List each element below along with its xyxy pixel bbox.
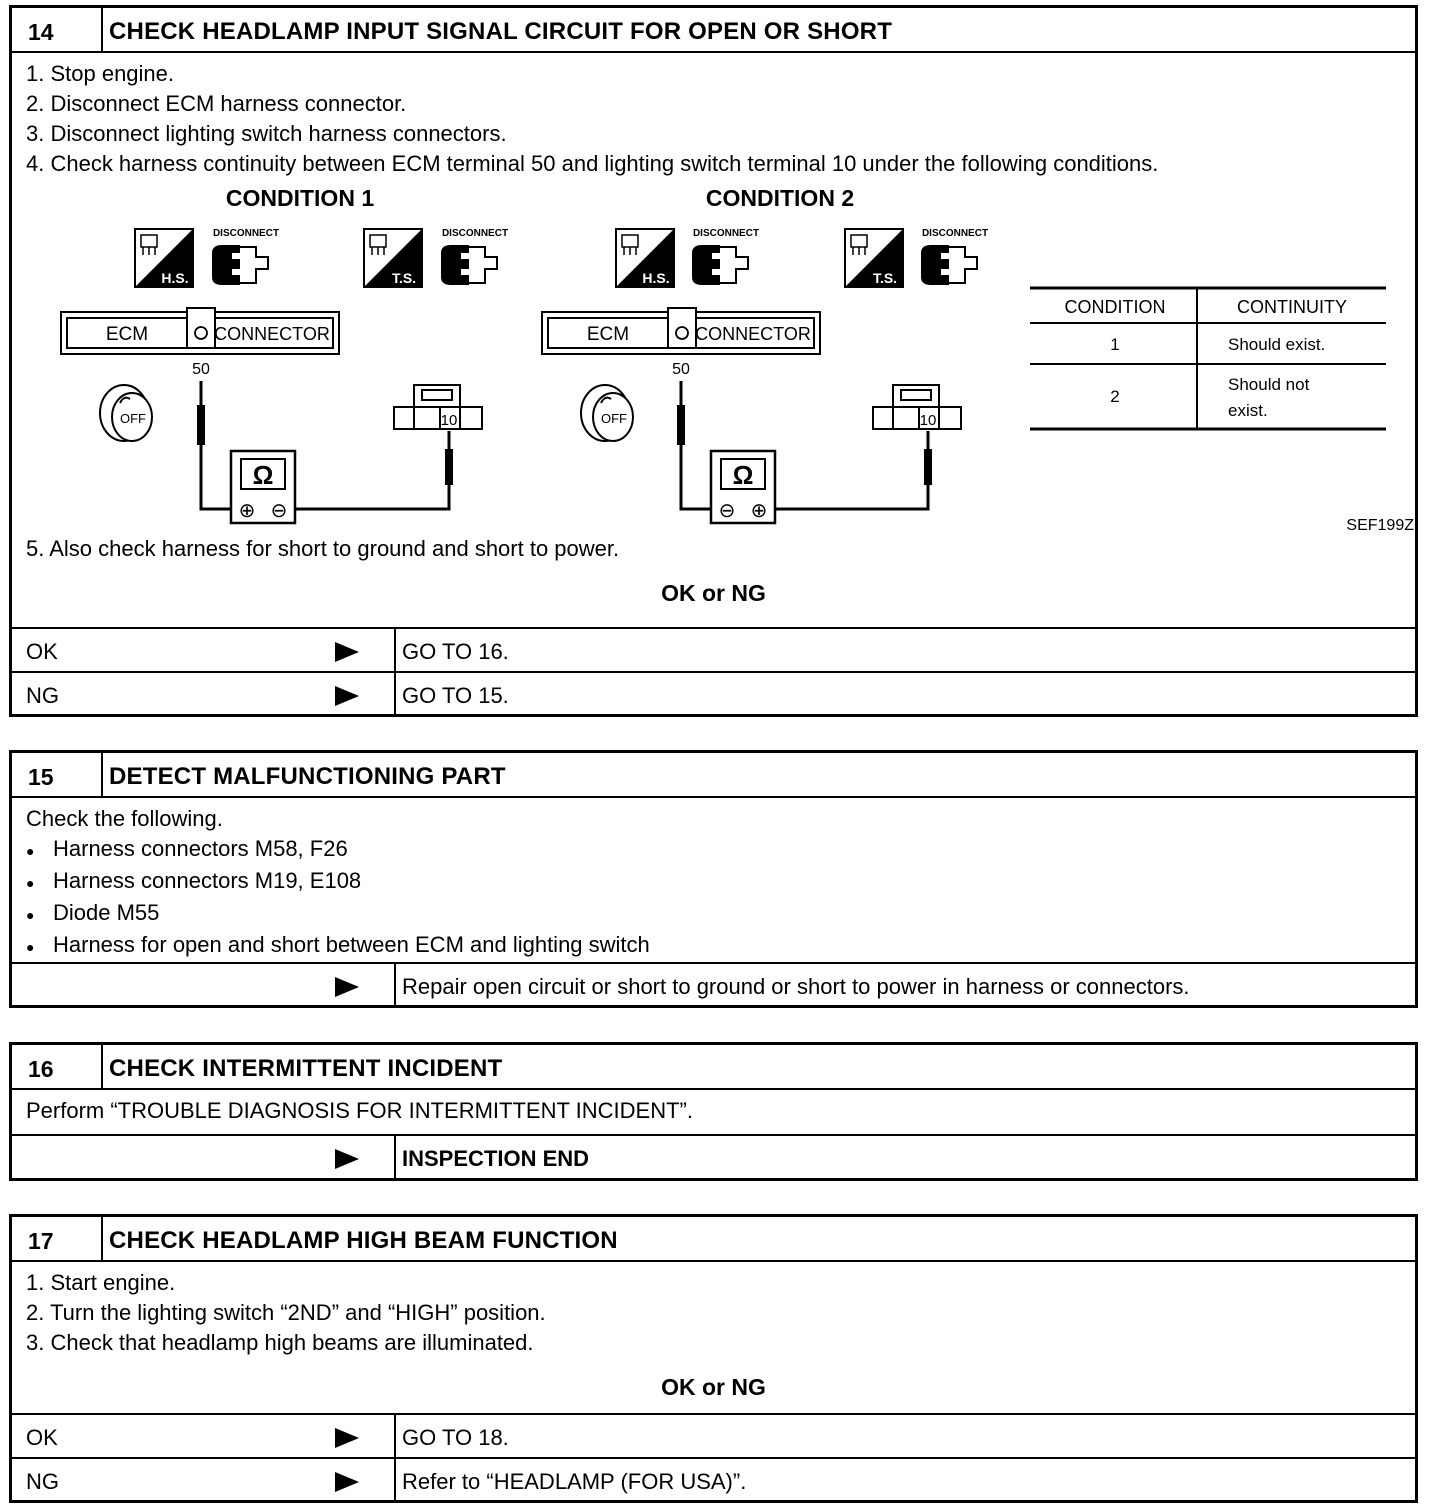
result-row-ng bbox=[12, 1457, 1415, 1501]
list-item: ● Harness for open and short between ECM and lighting switch bbox=[26, 930, 1401, 962]
ecm-terminal-label: 50 bbox=[672, 361, 690, 378]
result-label: NG bbox=[26, 683, 59, 708]
bullet-icon: ● bbox=[26, 875, 35, 891]
step-15-header bbox=[12, 753, 1415, 798]
table-cell-condition: 2 bbox=[1110, 387, 1120, 406]
list-item: ● Diode M55 bbox=[26, 898, 1401, 930]
arrow-right-icon bbox=[335, 1428, 359, 1448]
result-action: Repair open circuit or short to ground or short to power in harness or connectors. bbox=[402, 974, 1190, 999]
result-label: NG bbox=[26, 1469, 59, 1494]
switch-terminal-label: 10 bbox=[440, 412, 458, 429]
arrow-right-icon bbox=[335, 1472, 359, 1492]
result-action: GO TO 15. bbox=[402, 683, 509, 708]
result-action: GO TO 16. bbox=[402, 639, 509, 664]
lighting-switch-connector-icon bbox=[873, 385, 961, 429]
result-row-ok bbox=[12, 627, 1415, 671]
hs-label: H.S. bbox=[161, 270, 189, 286]
instruction-3: 3. Check that headlamp high beams are illuminated. bbox=[26, 1330, 534, 1355]
ts-label: T.S. bbox=[872, 270, 898, 286]
result-action: Refer to “HEADLAMP (FOR USA)”. bbox=[402, 1469, 747, 1494]
instruction-5: 5. Also check harness for short to ground and short to power. bbox=[26, 536, 620, 561]
step-number: 17 bbox=[12, 1217, 103, 1260]
disconnect-icon bbox=[921, 245, 977, 285]
step-17-body bbox=[12, 1262, 1415, 1402]
instruction-2: 2. Turn the lighting switch “2ND” and “HIGH” position. bbox=[26, 1300, 546, 1325]
step-number: 15 bbox=[12, 753, 103, 796]
result-row-ng bbox=[12, 671, 1415, 715]
arrow-right-icon bbox=[335, 686, 359, 706]
connector-label: CONNECTOR bbox=[695, 324, 811, 344]
ecm-label: ECM bbox=[105, 324, 149, 345]
table-cell-condition: 1 bbox=[1110, 335, 1120, 354]
continuity-table bbox=[1030, 288, 1386, 429]
step-17-header bbox=[12, 1217, 1415, 1262]
result-label: OK bbox=[26, 639, 58, 664]
result-row-ok bbox=[12, 1413, 1415, 1457]
off-label: OFF bbox=[120, 411, 146, 426]
list-item: ● Harness connectors M58, F26 bbox=[26, 834, 1401, 866]
list-item: ● Harness connectors M19, E108 bbox=[26, 866, 1401, 898]
disconnect-label: DISCONNECT bbox=[441, 228, 509, 239]
result-row bbox=[12, 1134, 1415, 1178]
step-14-header bbox=[12, 8, 1415, 53]
table-cell-continuity: Should not bbox=[1228, 375, 1310, 394]
bullet-icon: ● bbox=[26, 939, 35, 955]
off-label: OFF bbox=[601, 411, 627, 426]
table-header-continuity: CONTINUITY bbox=[1237, 297, 1347, 317]
instruction-2: 2. Disconnect ECM harness connector. bbox=[26, 91, 407, 116]
ecm-terminal-label: 50 bbox=[192, 361, 210, 378]
disconnect-label: DISCONNECT bbox=[921, 228, 989, 239]
plus-terminal: ⊕ bbox=[750, 500, 768, 522]
instruction-4: 4. Check harness continuity between ECM terminal 50 and lighting switch terminal 10 under the following conditions. bbox=[26, 151, 1159, 176]
ok-or-ng-label: OK or NG bbox=[661, 580, 766, 606]
result-row bbox=[12, 962, 1415, 1006]
disconnect-icon bbox=[212, 245, 268, 285]
ok-or-ng-label: OK or NG bbox=[661, 1374, 766, 1400]
arrow-right-icon bbox=[335, 642, 359, 662]
plus-terminal: ⊕ bbox=[238, 500, 256, 522]
ohm-symbol: Ω bbox=[252, 460, 274, 490]
intro-text: Check the following. bbox=[26, 806, 223, 831]
step-14-box bbox=[9, 5, 1418, 717]
instruction-3: 3. Disconnect lighting switch harness connectors. bbox=[26, 121, 507, 146]
table-header-condition: CONDITION bbox=[1064, 297, 1166, 317]
disconnect-icon bbox=[692, 245, 748, 285]
step-15-box bbox=[9, 750, 1418, 1008]
step-16-header bbox=[12, 1045, 1415, 1090]
switch-terminal-label: 10 bbox=[919, 412, 937, 429]
ohm-symbol: Ω bbox=[732, 460, 754, 490]
step-title: DETECT MALFUNCTIONING PART bbox=[109, 763, 506, 790]
arrow-right-icon bbox=[335, 977, 359, 997]
condition-2-title: CONDITION 2 bbox=[705, 185, 855, 211]
result-label: OK bbox=[26, 1425, 58, 1450]
step-17-box bbox=[9, 1214, 1418, 1503]
step-number: 16 bbox=[12, 1045, 103, 1088]
bullet-icon: ● bbox=[26, 907, 35, 923]
step-number: 14 bbox=[12, 8, 103, 51]
instruction-1: 1. Stop engine. bbox=[26, 61, 175, 86]
step-title: CHECK HEADLAMP INPUT SIGNAL CIRCUIT FOR OPEN OR SHORT bbox=[109, 18, 893, 45]
bullet-icon: ● bbox=[26, 843, 35, 859]
ecm-label: ECM bbox=[586, 324, 630, 345]
minus-terminal: ⊖ bbox=[718, 500, 736, 522]
condition-1-title: CONDITION 1 bbox=[225, 185, 375, 211]
step-14-body bbox=[12, 53, 1415, 608]
table-cell-continuity: exist. bbox=[1228, 401, 1268, 420]
step-16-box bbox=[9, 1042, 1418, 1181]
table-cell-continuity: Should exist. bbox=[1228, 335, 1326, 354]
lighting-switch-connector-icon bbox=[394, 385, 482, 429]
minus-terminal: ⊖ bbox=[270, 500, 288, 522]
figure-code: SEF199Z bbox=[1346, 517, 1414, 534]
connector-label: CONNECTOR bbox=[214, 324, 330, 344]
step-title: CHECK HEADLAMP HIGH BEAM FUNCTION bbox=[109, 1227, 618, 1254]
result-action: INSPECTION END bbox=[402, 1146, 590, 1171]
wiring-figure bbox=[12, 179, 1414, 544]
step-15-body bbox=[12, 798, 1415, 962]
step-16-body bbox=[12, 1090, 1415, 1134]
instruction-1: 1. Start engine. bbox=[26, 1270, 176, 1295]
disconnect-label: DISCONNECT bbox=[692, 228, 760, 239]
disconnect-icon bbox=[441, 245, 497, 285]
disconnect-label: DISCONNECT bbox=[212, 228, 280, 239]
hs-label: H.S. bbox=[642, 270, 670, 286]
step-title: CHECK INTERMITTENT INCIDENT bbox=[109, 1055, 503, 1082]
ts-label: T.S. bbox=[391, 270, 417, 286]
arrow-right-icon bbox=[335, 1149, 359, 1169]
result-action: GO TO 18. bbox=[402, 1425, 509, 1450]
instruction-text: Perform “TROUBLE DIAGNOSIS FOR INTERMITTENT INCIDENT”. bbox=[26, 1098, 693, 1123]
